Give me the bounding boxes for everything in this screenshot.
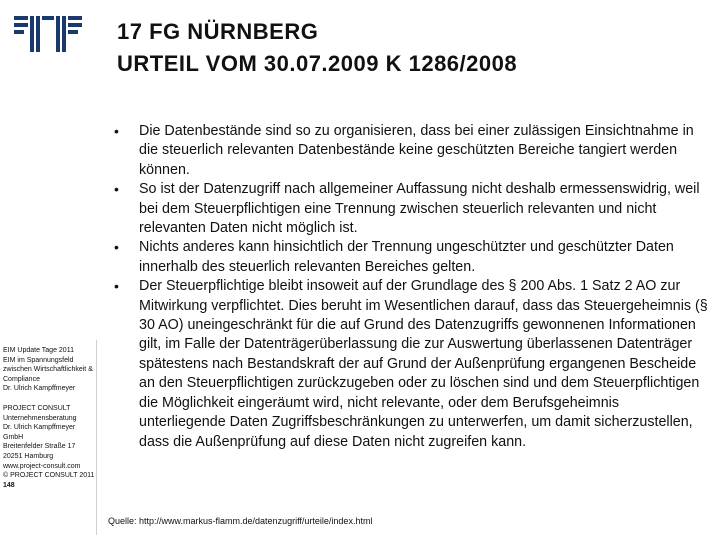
bullet-list bbox=[108, 122, 708, 452]
bullet-text: Die Datenbestände sind so zu organisieren, dass bei einer zulässigen Einsichtnahme in die steuerlich relevanten Datenbestände keine geschützten Bereiche tangiert werden können. bbox=[139, 123, 694, 178]
bullet-marker: • bbox=[114, 123, 119, 139]
bullet-text: Nichts anderes kann hinsichtlich der Trennung ungeschützter und geschützter Daten innerhalb des steuerlich relevanten Bereiches gelten. bbox=[139, 239, 674, 275]
copyright: © PROJECT CONSULT 2011 bbox=[3, 472, 95, 480]
company-street: Breitenfelder Straße 17 bbox=[3, 443, 76, 451]
company-legal-name: Dr. Ulrich Kampffmeyer GmbH bbox=[3, 424, 76, 441]
page-number: 148 bbox=[3, 481, 15, 489]
bullet-item bbox=[108, 180, 708, 238]
slide-title-line-1: 17 FG NÜRNBERG bbox=[117, 19, 319, 44]
source-citation: Quelle: http://www.markus-flamm.de/datenzugriff/urteile/index.html bbox=[108, 516, 373, 526]
event-title: EIM Update Tage 2011 bbox=[3, 347, 74, 354]
sidebar-divider bbox=[96, 340, 97, 535]
bullet-item bbox=[108, 122, 708, 180]
slide-title bbox=[117, 18, 517, 78]
company-name: PROJECT CONSULT Unternehmensberatung bbox=[3, 404, 77, 422]
bullet-marker: • bbox=[114, 239, 119, 256]
event-speaker: Dr. Ulrich Kampffmeyer bbox=[3, 385, 76, 393]
bullet-marker: • bbox=[114, 181, 119, 198]
company-website: www.project-consult.com bbox=[3, 462, 81, 470]
bullet-marker: • bbox=[114, 278, 119, 295]
slide-title-line-2: URTEIL VOM 30.07.2009 K 1286/2008 bbox=[117, 51, 518, 76]
event-subtitle: EIM im Spannungsfeld zwischen Wirtschaftlichkeit & Compliance bbox=[3, 356, 93, 383]
bullet-item bbox=[108, 277, 708, 452]
bullet-item bbox=[108, 238, 708, 277]
bullet-text: Der Steuerpflichtige bleibt insoweit auf der Grundlage des § 200 Abs. 1 Satz 2 AO zur Mitwirkung verpflichtet. Dies beruht im Wesentlichen darauf, dass das Steuergeheimnis (§ 30 AO) uneingeschränkt für die auf Grund des Datenzugriffs gewonnenen Informationen gilt, im Falle der Datenträgerüberlassung die zur Auswertung überlassenen Datenträger spätestens nach Bestandskraft der auf Grund der Außenprüfung ergangenen Bescheide an den Steuerpflichtigen zurückzugeben oder zu löschen sind und dem Steuerpflichtigen die Möglichkeit eingeräumt wird, nicht relevante, oder dem Berufsgeheimnis unterliegende Daten Zugriffsbeschränkungen zu unterwerfen, um damit sicherzustellen, dass die Außenprüfung auf diese Daten nicht zugreifen kann. bbox=[139, 278, 708, 450]
company-city: 20251 Hamburg bbox=[3, 452, 54, 460]
bullet-text: So ist der Datenzugriff nach allgemeiner Auffassung nicht deshalb ermessenswidrig, weil bei dem Steuerpflichtigen eine Trennung zwischen steuerlich relevanten und nicht relevanten Daten nicht möglich ist. bbox=[139, 181, 700, 237]
project-consult-logo-icon bbox=[14, 14, 82, 54]
sidebar-spacer bbox=[3, 394, 95, 404]
sidebar-footer bbox=[3, 346, 95, 490]
